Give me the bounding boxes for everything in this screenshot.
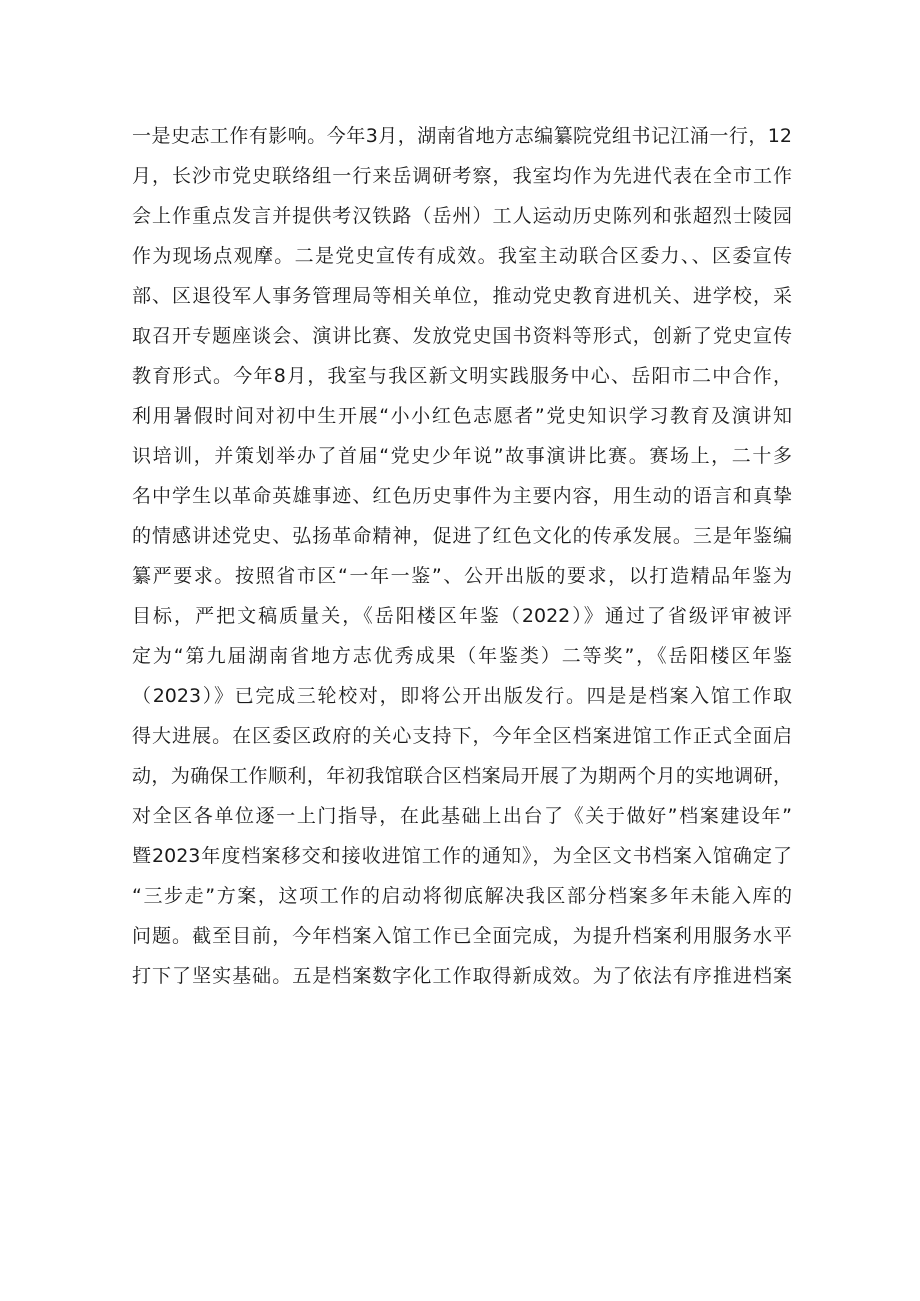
text-line: 纂严要求。按照省市区“一年一鉴”、公开出版的要求，以打造精品年鉴为 [132, 565, 792, 587]
text-line: 的情感讲述党史、弘扬革命精神，促进了红色文化的传承发展。三是年鉴编 [132, 525, 792, 547]
text-line: 会上作重点发言并提供考汉铁路（岳州）工人运动历史陈列和张超烈士陵园 [132, 205, 792, 227]
text-line: 对全区各单位逐一上门指导，在此基础上出台了《关于做好”档案建设年” [132, 805, 792, 827]
text-line: 取召开专题座谈会、演讲比赛、发放党史国书资料等形式，创新了党史宣传 [132, 325, 792, 347]
text-line: 打下了坚实基础。五是档案数字化工作取得新成效。为了依法有序推进档案 [132, 965, 792, 987]
text-line: 问题。截至目前，今年档案入馆工作已全面完成，为提升档案利用服务水平 [132, 925, 792, 947]
text-line: “三步走”方案，这项工作的启动将彻底解决我区部分档案多年未能入库的 [132, 885, 792, 907]
text-line: 动，为确保工作顺利，年初我馆联合区档案局开展了为期两个月的实地调研， [132, 765, 792, 787]
text-line: 名中学生以革命英雄事迹、红色历史事件为主要内容，用生动的语言和真挚 [132, 485, 792, 507]
text-line: 识培训，并策划举办了首届“党史少年说”故事演讲比赛。赛场上，二十多 [132, 445, 792, 467]
text-line: 利用暑假时间对初中生开展“小小红色志愿者”党史知识学习教育及演讲知 [132, 405, 792, 427]
text-line: 暨2023年度档案移交和接收进馆工作的通知》，为全区文书档案入馆确定了 [132, 845, 792, 867]
body-paragraph [132, 116, 792, 996]
text-line: 部、区退役军人事务管理局等相关单位，推动党史教育进机关、进学校，采 [132, 285, 792, 307]
text-line: 得大进展。在区委区政府的关心支持下，今年全区档案进馆工作正式全面启 [132, 725, 792, 747]
text-line: 月，长沙市党史联络组一行来岳调研考察，我室均作为先进代表在全市工作 [132, 165, 792, 187]
text-line: 教育形式。今年8月，我室与我区新文明实践服务中心、岳阳市二中合作， [132, 365, 792, 387]
text-line: 定为“第九届湖南省地方志优秀成果（年鉴类）二等奖”，《岳阳楼区年鉴 [132, 645, 792, 667]
text-line: 作为现场点观摩。二是党史宣传有成效。我室主动联合区委力、、区委宣传 [132, 245, 792, 267]
text-line: （2023）》已完成三轮校对，即将公开出版发行。四是是档案入馆工作取 [132, 685, 792, 707]
text-line: 目标，严把文稿质量关，《岳阳楼区年鉴（2022）》通过了省级评审被评 [132, 605, 792, 627]
text-line: 一是史志工作有影响。今年3月，湖南省地方志编纂院党组书记江涌一行，12 [132, 125, 792, 147]
